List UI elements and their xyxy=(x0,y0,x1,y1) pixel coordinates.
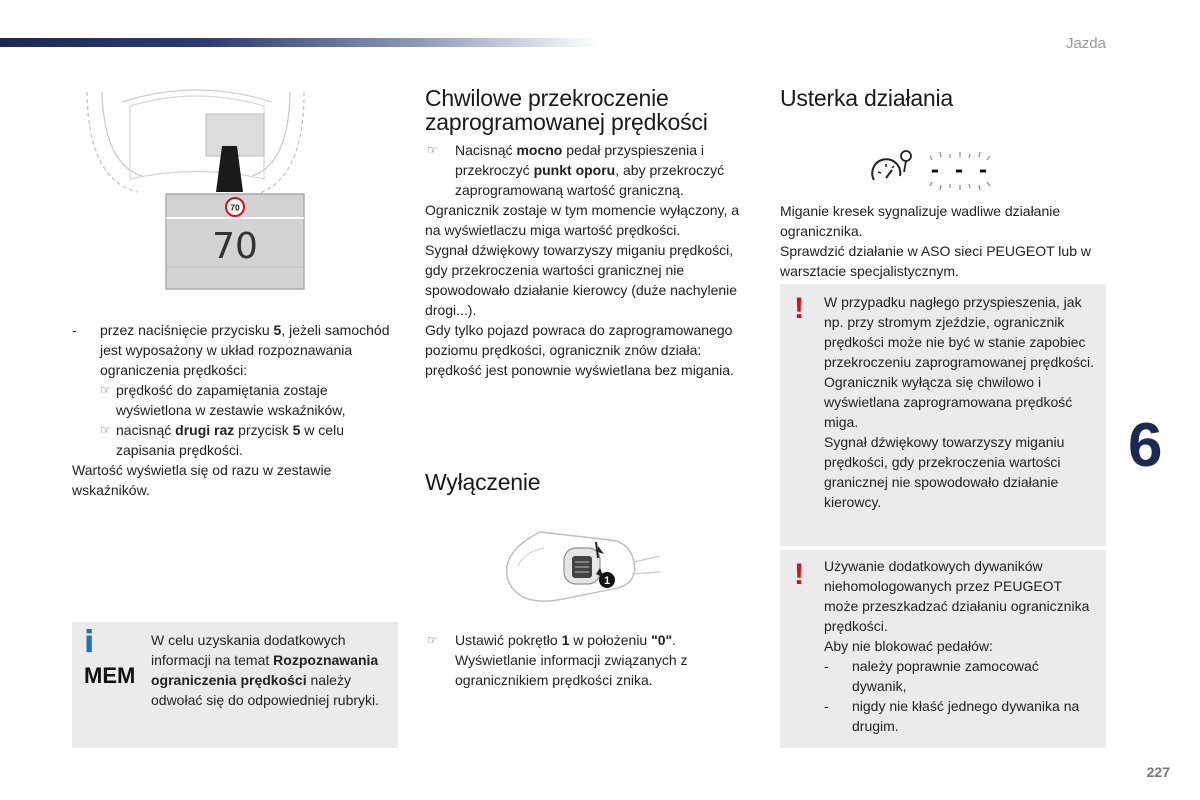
warning-text: Używanie dodatkowych dywaników niehomologowanych przez PEUGEOT może przeszkadzać działaniu ogranicznika prędkości. Aby nie blokować pedałów: - należy poprawnie zamocować dywanik, - nigdy nie kłaść jednego dywanika na drugim. xyxy=(824,556,1096,736)
fault-display-illustration xyxy=(866,146,1006,196)
info-box xyxy=(72,622,398,748)
chapter-number: 6 xyxy=(1128,411,1163,480)
display-speed-value: 70 xyxy=(212,226,258,267)
header-gradient-bar xyxy=(0,38,600,47)
speed-sign-value: 70 xyxy=(230,202,240,213)
warning-box xyxy=(780,550,1106,748)
section-heading: Wyłączenie xyxy=(425,469,541,495)
section-heading: Chwilowe przekroczenie zaprogramowanej prędkości xyxy=(425,85,708,135)
info-icon: i xyxy=(84,625,95,660)
pointing-hand-icon: ☞ xyxy=(427,633,438,647)
list-item: - należy poprawnie zamocować dywanik, xyxy=(824,658,1039,694)
sub-list-item: ☞ prędkość do zapamiętania zostaje wyświetlona w zestawie wskaźników, xyxy=(100,382,346,418)
fault-text xyxy=(780,201,1106,281)
list-item: - przez naciśnięcie przycisku 5, jeżeli samochód jest wyposażony w układ rozpoznawania ograniczenia prędkości: xyxy=(72,322,390,378)
pointing-hand-icon: ☞ xyxy=(100,383,111,397)
paragraph: Sygnał dźwiękowy towarzyszy miganiu prędkości, gdy przekroczenia wartości granicznej nie spowodowało działanie kierowcy (duże nachylenie drogi...). xyxy=(425,242,738,318)
instrument-cluster-illustration xyxy=(82,84,322,290)
mem-label: MEM xyxy=(84,663,136,688)
paragraph: Sprawdzić działanie w ASO sieci PEUGEOT lub w warsztacie specjalistycznym. xyxy=(780,243,1091,279)
deactivation-instruction xyxy=(425,630,755,690)
pointing-hand-icon: ☞ xyxy=(100,423,111,437)
column-right xyxy=(780,86,1106,110)
control-stalk-svg xyxy=(500,522,660,612)
speed-limiter-icon xyxy=(866,146,1006,196)
section-heading: Usterka działania xyxy=(780,85,954,111)
pointing-hand-icon: ☞ xyxy=(427,143,438,157)
list-item: - nigdy nie kłaść jednego dywanika na drugim. xyxy=(824,698,1080,734)
stalk-illustration xyxy=(500,522,660,612)
info-text: W celu uzyskania dodatkowych informacji na temat Rozpoznawania ograniczenia prędkości należy odwołać się do odpowiedniej rubryki. xyxy=(151,632,380,708)
exclamation-icon: ! xyxy=(794,292,804,325)
sub-list-item: ☞ nacisnąć drugi raz przycisk 5 w celu zapisania prędkości. xyxy=(100,422,344,458)
page-number: 227 xyxy=(1146,764,1170,780)
section-title: Jazda xyxy=(1065,35,1106,52)
knob-number-label: 1 xyxy=(603,575,611,587)
column-left-text xyxy=(72,320,398,500)
paragraph: Ogranicznik zostaje w tym momencie wyłączony, a na wyświetlaczu miga wartość prędkości. xyxy=(425,202,740,238)
column-left xyxy=(72,84,398,295)
paragraph: Miganie kresek sygnalizuje wadliwe działanie ogranicznika. xyxy=(780,203,1061,239)
exclamation-icon: ! xyxy=(794,558,804,591)
dashes-display: - - - xyxy=(928,158,990,182)
paragraph: Wartość wyświetla się od razu w zestawie wskaźników. xyxy=(72,462,332,498)
paragraph: Gdy tylko pojazd powraca do zaprogramowanego poziomu prędkości, ogranicznik znów działa: prędkość jest ponownie wyświetlana bez migania. xyxy=(425,322,734,378)
warning-box xyxy=(780,284,1106,546)
instruction-item: ☞ Nacisnąć mocno pedał przyspieszenia i przekroczyć punkt oporu, aby przekroczyć zaprogramowaną wartość graniczną. xyxy=(427,142,725,198)
instruction-item: ☞ Ustawić pokrętło 1 w położeniu "0". Wyświetlanie informacji związanych z ogranicznikiem prędkości znika. xyxy=(427,632,688,688)
section-deactivation xyxy=(425,470,755,494)
column-middle xyxy=(425,86,755,380)
warning-text: W przypadku nagłego przyspieszenia, jak np. przy stromym zjeździe, ogranicznik prędkości może nie być w stanie zapobiec przekroczeniu zaprogramowanej prędkości. Ogranicznik wyłącza się chwilowo i wyświetlana zaprogramowana prędkość miga. Sygnał dźwiękowy towarzyszy miganiu prędkości, gdy przekroczenia wartości granicznej nie spowodowało działanie kierowcy. xyxy=(824,294,1095,510)
